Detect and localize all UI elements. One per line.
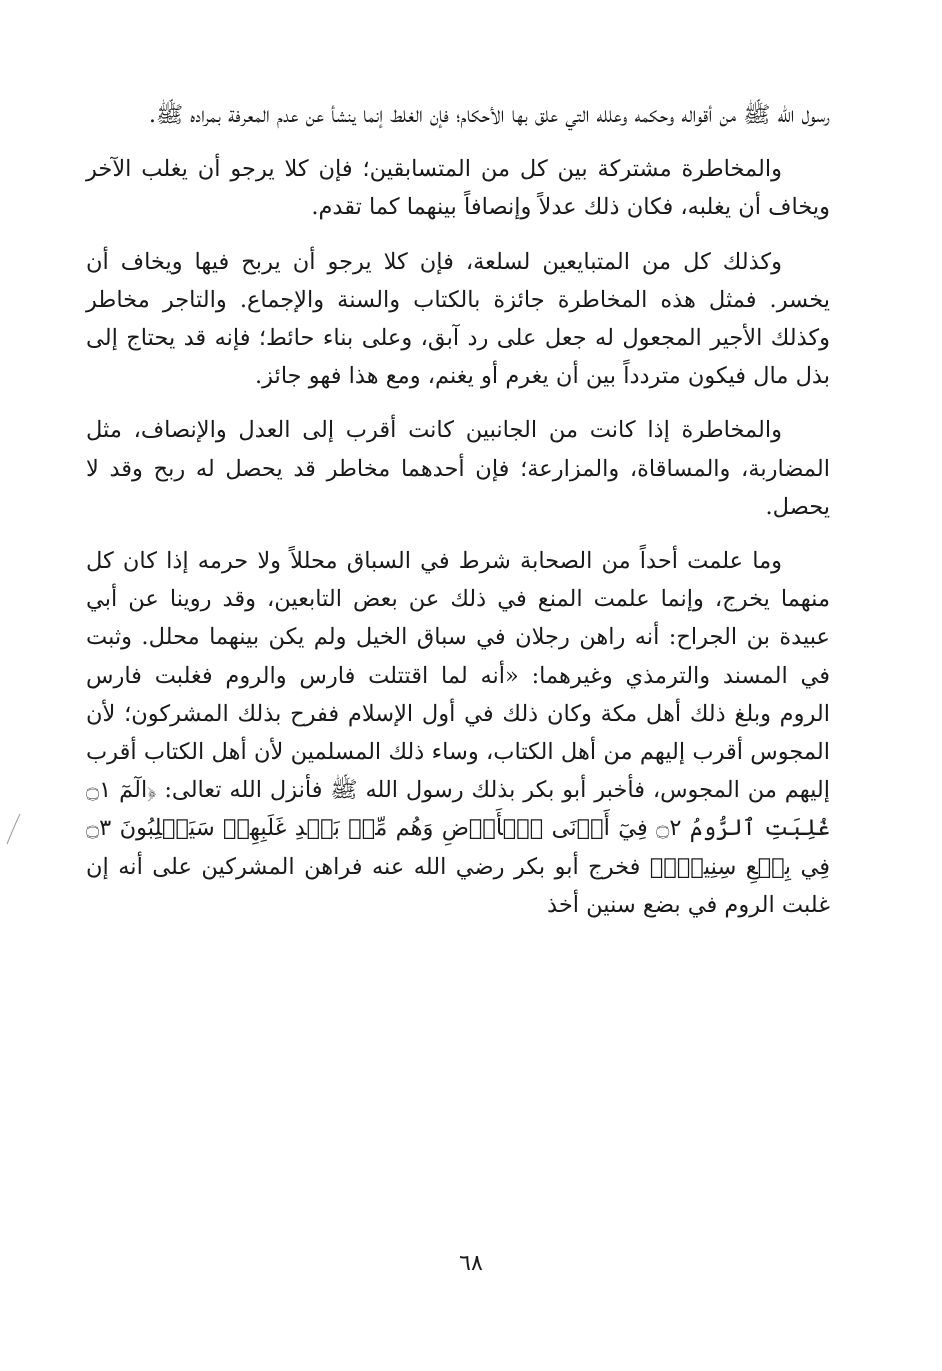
- paragraph-2: والمخاطرة مشتركة بين كل من المتسابقين؛ فإن كلا يرجو أن يغلب الآخر ويخاف أن يغلبه، فكان ذلك عدلاً وإنصافاً بينهما كما تقدم.: [86, 156, 830, 221]
- margin-pencil-mark: [4, 812, 22, 846]
- page-number: ٦٨: [459, 1251, 483, 1276]
- paragraph-3: وكذلك كل من المتبايعين لسلعة، فإن كلا يرجو أن يربح فيها ويخاف أن يخسر. فمثل هذه المخاطرة جائزة بالكتاب والسنة والإجماع. والتاجر مخاطر وكذلك الأجير المجعول له جعل على رد آبق، وعلى بناء حائط؛ فإنه قد يحتاج إلى بذل مال فيكون متردداً بين أن يغرم أو يغنم، ومع هذا فهو جائز.: [86, 248, 830, 390]
- paragraph-1: رسول الله ﷺ من أقواله وحكمه وعلله التي علق بها الأحكام؛ فإن الغلط إنما ينشأ عن عدم المعرفة بمراده ﷺ.: [148, 102, 830, 128]
- paragraph-5: وما علمت أحداً من الصحابة شرط في السباق محللاً ولا حرمه إذا كان كل منهما يخرج، وإنما علمت المنع في ذلك عن بعض التابعين، وقد روينا عن أبي عبيدة بن الجراح: أنه راهن رجلان في سباق الخيل ولم يكن بينهما محلل. وثبت في المسند والترمذي وغيرهما: «أنه لما اقتتلت فارس والروم فغلبت فارس الروم وبلغ ذلك أهل مكة وكان ذلك في أول الإسلام ففرح بذلك المشركون؛ لأن المجوس أقرب إليهم من أهل الكتاب، وساء ذلك المسلمين لأن أهل الكتاب أقرب إليهم من المجوس، فأخبر أبو بكر بذلك رسول الله ﷺ فأنزل الله تعالى: ﴿الٓمٓ ۝١ غُلِبَتِ ٱلرُّومُ ۝٢ فِيٓ أَدۡنَى ٱلۡأَرۡضِ وَهُم مِّنۢ بَعۡدِ غَلَبِهِمۡ سَيَغۡلِبُونَ ۝٣ فِي بِضۡعِ سِنِينَۗ﴾ فخرج أبو بكر رضي الله عنه فراهن المشركين على أنه إن غلبت الروم في بضع سنين أخذ: [86, 548, 831, 918]
- paragraph-4: والمخاطرة إذا كانت من الجانبين كانت أقرب إلى العدل والإنصاف، مثل المضاربة، والمساقاة، والمزارعة؛ فإن أحدهما مخاطر قد يحصل له ربح وقد لا يحصل.: [86, 417, 830, 520]
- main-text: [86, 96, 830, 924]
